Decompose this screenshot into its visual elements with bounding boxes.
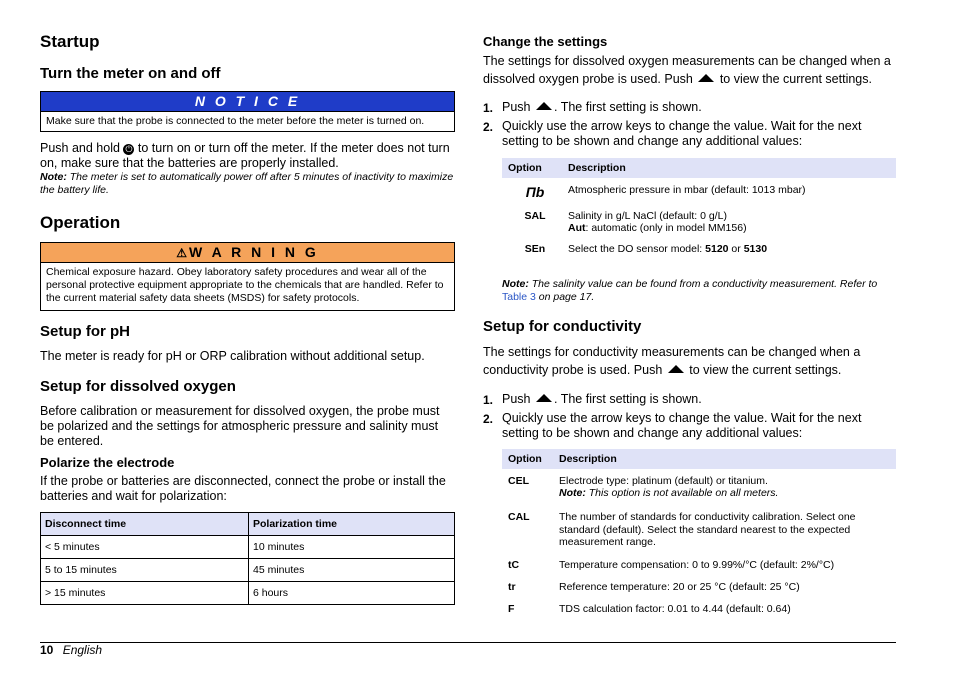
notice-text: Make sure that the probe is connected to the meter before the meter is turned on. [41, 111, 454, 131]
conductivity-body: The settings for conductivity measurements can be changed when a conductivity probe is used. Push to view the current settings. [483, 345, 861, 377]
notice-box [40, 91, 455, 132]
table-row [502, 499, 896, 549]
option-code: SEn [524, 243, 546, 255]
change-settings-body: The settings for dissolved oxygen measurements can be changed when a dissolved oxygen probe is used. Push to view the current settings. [483, 54, 891, 86]
table-row [41, 559, 455, 582]
do-step-1: Push . The first setting is shown. [502, 100, 702, 114]
notice-label: N O T I C E [41, 92, 454, 111]
table-row [502, 549, 896, 571]
polarize-body: If the probe or batteries are disconnected, connect the probe or install the batteries and wait for polarization: [40, 474, 446, 503]
setup-conductivity-heading: Setup for conductivity [483, 318, 642, 335]
option-description: TDS calculation factor: 0.01 to 4.44 (default: 0.64) [559, 602, 791, 615]
header-disconnect-time: Disconnect time [41, 513, 249, 536]
table-header-row [502, 158, 896, 178]
option-code: CAL [508, 511, 530, 523]
setup-ph-heading: Setup for pH [40, 323, 130, 340]
turn-on-body: Push and hold ⏻ to turn on or turn off the meter. If the meter does not turn on, make sure that the batteries are properly installed. [40, 141, 450, 170]
footer-rule [40, 642, 896, 643]
setup-ph-body: The meter is ready for pH or ORP calibration without additional setup. [40, 349, 425, 363]
up-arrow-icon [536, 102, 552, 110]
table-row [502, 469, 896, 499]
table-row [502, 200, 896, 234]
table-3-link[interactable]: Table 3 [502, 291, 536, 303]
table-row [502, 593, 896, 615]
option-description: Atmospheric pressure in mbar (default: 1013 mbar) [568, 184, 806, 196]
option-code: F [508, 602, 515, 615]
table-cell: < 5 minutes [41, 536, 249, 559]
option-code: CEL [508, 475, 529, 487]
option-description: Temperature compensation: 0 to 9.99%/°C (default: 2%/°C) [559, 558, 835, 571]
table-cell: 10 minutes [249, 536, 455, 559]
table-header-row [41, 513, 455, 536]
step-number: 2. [483, 412, 494, 426]
header-option: Option [502, 158, 568, 178]
table-row [502, 178, 896, 200]
step-number: 1. [483, 393, 494, 407]
warning-triangle-icon: ⚠ [176, 246, 188, 260]
option-description: Select the DO sensor model: 5120 or 5130 [568, 243, 768, 255]
salinity-note: Note: The salinity value can be found from a conductivity measurement. Refer to Table 3 on page 17. [502, 278, 878, 303]
page-footer [40, 643, 102, 657]
header-polarization-time: Polarization time [249, 513, 455, 536]
table-cell: > 15 minutes [41, 582, 249, 605]
option-code: tC [508, 558, 520, 571]
step-number: 1. [483, 101, 494, 115]
table-row [41, 536, 455, 559]
power-icon: ⏻ [125, 144, 133, 154]
polarization-table [40, 512, 455, 605]
cond-step-1: Push . The first setting is shown. [502, 392, 702, 406]
option-description: Salinity in g/L NaCl (default: 0 g/L) Aut: automatic (only in model MM156) [568, 210, 747, 234]
footer-language: English [62, 643, 103, 657]
conductivity-settings-table [502, 449, 896, 615]
header-option: Option [502, 449, 559, 469]
table-cell: 5 to 15 minutes [41, 559, 249, 582]
page-number: 10 [40, 643, 54, 657]
polarize-heading: Polarize the electrode [40, 455, 175, 470]
turn-on-heading: Turn the meter on and off [40, 65, 221, 82]
up-arrow-icon [536, 394, 552, 402]
warning-text: Chemical exposure hazard. Obey laboratory safety procedures and wear all of the personal protective equipment appropriate to the chemicals that are handled. Refer to the current material safety data sheets (MSDS) for safety protocols. [41, 262, 454, 310]
option-description: Reference temperature: 20 or 25 °C (default: 25 °C) [559, 580, 800, 593]
operation-heading: Operation [40, 213, 121, 232]
warning-header: ⚠ W A R N I N G [41, 243, 454, 262]
setup-do-heading: Setup for dissolved oxygen [40, 378, 236, 395]
table-cell: 6 hours [249, 582, 455, 605]
table-row [41, 582, 455, 605]
cond-step-2: Quickly use the arrow keys to change the value. Wait for the next setting to be shown and change any additional values: [502, 411, 862, 440]
battery-note: Note: The meter is set to automatically power off after 5 minutes of inactivity to maximize the battery life. [40, 171, 454, 196]
option-description: Electrode type: platinum (default) or titanium. Note: This option is not available on all meters. [559, 475, 779, 499]
header-description: Description [568, 158, 896, 178]
change-settings-heading: Change the settings [483, 34, 608, 49]
warning-box [40, 242, 455, 311]
step-number: 2. [483, 120, 494, 134]
option-code: Πb [525, 184, 545, 200]
up-arrow-icon [668, 365, 684, 373]
table-row [502, 234, 896, 255]
header-description: Description [559, 449, 896, 469]
option-code: SAL [524, 210, 546, 222]
table-cell: 45 minutes [249, 559, 455, 582]
do-settings-table [502, 158, 896, 255]
option-code: tr [508, 580, 516, 593]
setup-do-body: Before calibration or measurement for dissolved oxygen, the probe must be polarized and the settings for atmospheric pressure and salinity must be entered. [40, 404, 440, 448]
table-row [502, 571, 896, 593]
do-step-2: Quickly use the arrow keys to change the value. Wait for the next setting to be shown and change any additional values: [502, 119, 862, 148]
up-arrow-icon [698, 74, 714, 82]
option-description: The number of standards for conductivity calibration. Select one standard (default). Select the standard nearest to the expected measurement range. [559, 511, 856, 548]
table-header-row [502, 449, 896, 469]
startup-heading: Startup [40, 32, 100, 51]
